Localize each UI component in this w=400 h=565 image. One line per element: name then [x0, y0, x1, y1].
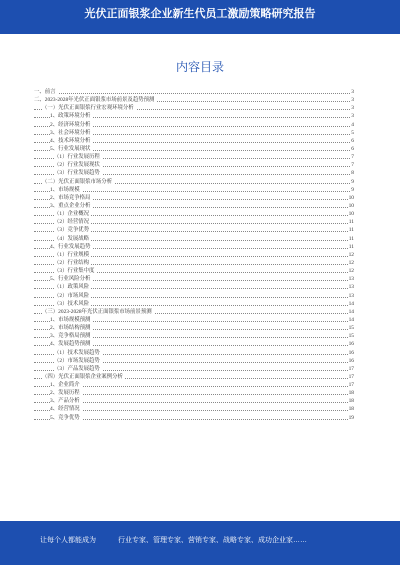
toc-entry[interactable]	[34, 145, 354, 153]
toc-entry-label: 2、经济环境分析	[50, 121, 91, 128]
toc-entry-label: 一、前言	[34, 89, 56, 95]
toc-entry[interactable]	[34, 235, 354, 243]
toc-entry[interactable]	[34, 349, 354, 357]
toc-entry-page: 13	[348, 284, 354, 291]
toc-entry[interactable]	[34, 210, 354, 218]
toc-entry[interactable]	[34, 251, 354, 259]
toc-entry-page: 11	[348, 235, 354, 242]
toc-entry[interactable]	[34, 243, 354, 251]
page-header	[0, 0, 400, 34]
toc-entry[interactable]	[34, 202, 354, 210]
toc-entry[interactable]	[34, 381, 354, 389]
toc-entry-label: 4、经营情况	[50, 406, 80, 413]
toc-entry-page: 7	[351, 162, 354, 169]
toc-entry-page: 15	[348, 333, 354, 340]
toc-entry[interactable]	[34, 275, 354, 283]
toc-entry-label: （1）企业概况	[54, 211, 90, 218]
toc-entry-page: 9	[351, 178, 354, 185]
toc-entry-page: 11	[348, 227, 354, 234]
toc-entry-page: 6	[351, 145, 354, 152]
toc-entry[interactable]	[34, 161, 354, 169]
toc-entry-label: 1、市场规模	[50, 186, 80, 193]
toc-entry-page: 4	[351, 121, 354, 128]
toc-entry[interactable]	[34, 218, 354, 226]
toc-entry[interactable]	[34, 186, 354, 194]
toc-entry[interactable]	[34, 194, 354, 202]
toc-entry-page: 12	[348, 251, 354, 258]
toc-entry-label: （四）光伏正面银浆企业案例分析	[42, 373, 123, 380]
toc-entry-page: 3	[351, 97, 354, 104]
footer-slogan: 让每个人都能成为	[40, 537, 96, 544]
toc-entry[interactable]	[34, 397, 354, 405]
toc-entry[interactable]	[34, 316, 354, 324]
toc-entry-page: 17	[348, 382, 354, 389]
toc-entry-page: 13	[348, 276, 354, 283]
toc-entry-label: （2）行业结构	[54, 259, 90, 266]
toc-entry-page: 18	[348, 406, 354, 413]
toc-entry-page: 3	[351, 113, 354, 120]
toc-entry[interactable]	[34, 267, 354, 275]
toc-entry-label: 4、发展趋势预测	[50, 341, 91, 348]
toc-entry[interactable]	[34, 104, 354, 112]
toc-entry[interactable]	[34, 178, 354, 186]
toc-entry-label: 1、政策环境分析	[50, 113, 91, 120]
toc-entry[interactable]	[34, 153, 354, 161]
toc-entry[interactable]	[34, 324, 354, 332]
toc-entry-label: 3、竞争格局预测	[50, 333, 91, 340]
toc-entry-label: （二）光伏正面银浆市场分析	[42, 178, 113, 185]
toc-entry[interactable]	[34, 365, 354, 373]
toc-entry-page: 9	[351, 186, 354, 193]
toc-entry[interactable]	[34, 259, 354, 267]
toc-entry-page: 16	[348, 341, 354, 348]
toc-entry[interactable]	[34, 121, 354, 129]
toc-entry-label: 5、竞争优势	[50, 414, 80, 421]
toc-entry[interactable]	[34, 292, 354, 300]
toc-entry-page: 12	[348, 268, 354, 275]
toc-entry-page: 11	[348, 243, 354, 250]
toc-entry-page: 14	[348, 308, 354, 315]
toc-entry-label: 5、行业风险分析	[50, 276, 91, 283]
footer-services: 行业专家、管理专家、营销专家、战略专家、成功企业家……	[118, 537, 307, 544]
toc-entry-label: 3、重点企业分析	[50, 202, 91, 209]
toc-entry-label: （4）发展战略	[54, 235, 90, 242]
toc-entry[interactable]	[34, 169, 354, 177]
toc-entry-label: （三）2023-2028年光伏正面银浆市场前景预测	[42, 308, 152, 315]
toc-entry-label: （2）市场风险	[54, 292, 90, 299]
toc-entry[interactable]	[34, 283, 354, 291]
toc-entry-page: 14	[348, 316, 354, 323]
toc-entry[interactable]	[34, 226, 354, 234]
toc-entry-page: 3	[351, 89, 354, 95]
report-title: 光伏正面银浆企业新生代员工激励策略研究报告	[84, 8, 316, 20]
toc-entry-label: （3）行业集中度	[54, 268, 95, 275]
toc-entry-label: 4、行业发展趋势	[50, 243, 91, 250]
toc-entry-label: 3、产品分析	[50, 398, 80, 405]
toc-entry[interactable]	[34, 112, 354, 120]
toc-entry[interactable]	[34, 137, 354, 145]
toc-entry-label: （2）经营情况	[54, 219, 90, 226]
toc-entry-label: （3）竞争优势	[54, 227, 90, 234]
toc-entry-page: 12	[348, 259, 354, 266]
toc-entry-page: 3	[351, 105, 354, 112]
toc-entry-label: （1）政策风险	[54, 284, 90, 291]
toc-entry-label: 1、市场规模预测	[50, 316, 91, 323]
toc-entry-page: 10	[348, 194, 354, 201]
toc-leader-dots	[34, 93, 350, 94]
toc-entry-label: （3）技术风险	[54, 300, 90, 307]
toc-entry[interactable]	[34, 332, 354, 340]
toc-entry-page: 17	[348, 373, 354, 380]
toc-entry-label: 2、市场结构预测	[50, 325, 91, 332]
toc-entry-page: 10	[348, 211, 354, 218]
toc-entry-page: 10	[348, 202, 354, 209]
toc-entry-page: 11	[348, 219, 354, 226]
toc-entry-label: 二、2023-2028年光伏正面银浆市场前景及趋势预测	[34, 97, 155, 104]
toc-entry-page: 19	[348, 414, 354, 421]
toc-entry[interactable]	[34, 357, 354, 365]
toc-entry-page: 16	[348, 349, 354, 356]
toc-entry-label: （1）行业规模	[54, 251, 90, 258]
toc-entry[interactable]	[34, 414, 354, 422]
toc-entry-page: 18	[348, 390, 354, 397]
toc-entry[interactable]	[34, 405, 354, 413]
toc-entry-label: 5、行业发展现状	[50, 145, 91, 152]
toc-entry-page: 14	[348, 300, 354, 307]
toc-entry-label: （2）市场发展趋势	[54, 357, 100, 364]
toc-entry-label: （2）行业发展现状	[54, 162, 100, 169]
toc-entry[interactable]	[34, 389, 354, 397]
toc-entry-label: （3）行业发展趋势	[54, 170, 100, 177]
table-of-contents	[34, 88, 354, 422]
toc-entry[interactable]	[34, 373, 354, 381]
toc-entry-page: 13	[348, 292, 354, 299]
toc-entry-page: 5	[351, 129, 354, 136]
toc-entry-label: 4、技术环境分析	[50, 137, 91, 144]
toc-entry-label: （一）光伏正面银浆行业宏观环境分析	[42, 105, 134, 112]
toc-entry-page: 7	[351, 154, 354, 161]
toc-entry-label: （1）技术发展趋势	[54, 349, 100, 356]
toc-entry-label: （3）产品发展趋势	[54, 365, 100, 372]
page-footer	[0, 521, 400, 565]
toc-entry-page: 6	[351, 137, 354, 144]
toc-entry-label: 2、发展历程	[50, 390, 80, 397]
toc-entry-label: （1）行业发展历程	[54, 154, 100, 161]
toc-entry[interactable]	[34, 308, 354, 316]
toc-entry[interactable]	[34, 96, 354, 104]
toc-entry-page: 8	[351, 170, 354, 177]
toc-heading: 内容目录	[175, 60, 224, 74]
toc-entry-page: 15	[348, 325, 354, 332]
toc-entry-label: 3、社会环境分析	[50, 129, 91, 136]
toc-entry-label: 2、市场竞争格局	[50, 194, 91, 201]
toc-entry[interactable]	[34, 129, 354, 137]
toc-entry-page: 16	[348, 357, 354, 364]
toc-entry[interactable]	[34, 300, 354, 308]
toc-entry-label: 1、企业简介	[50, 382, 80, 389]
toc-entry[interactable]	[34, 88, 354, 96]
toc-entry[interactable]	[34, 340, 354, 348]
toc-entry-page: 18	[348, 398, 354, 405]
toc-entry-page: 17	[348, 365, 354, 372]
